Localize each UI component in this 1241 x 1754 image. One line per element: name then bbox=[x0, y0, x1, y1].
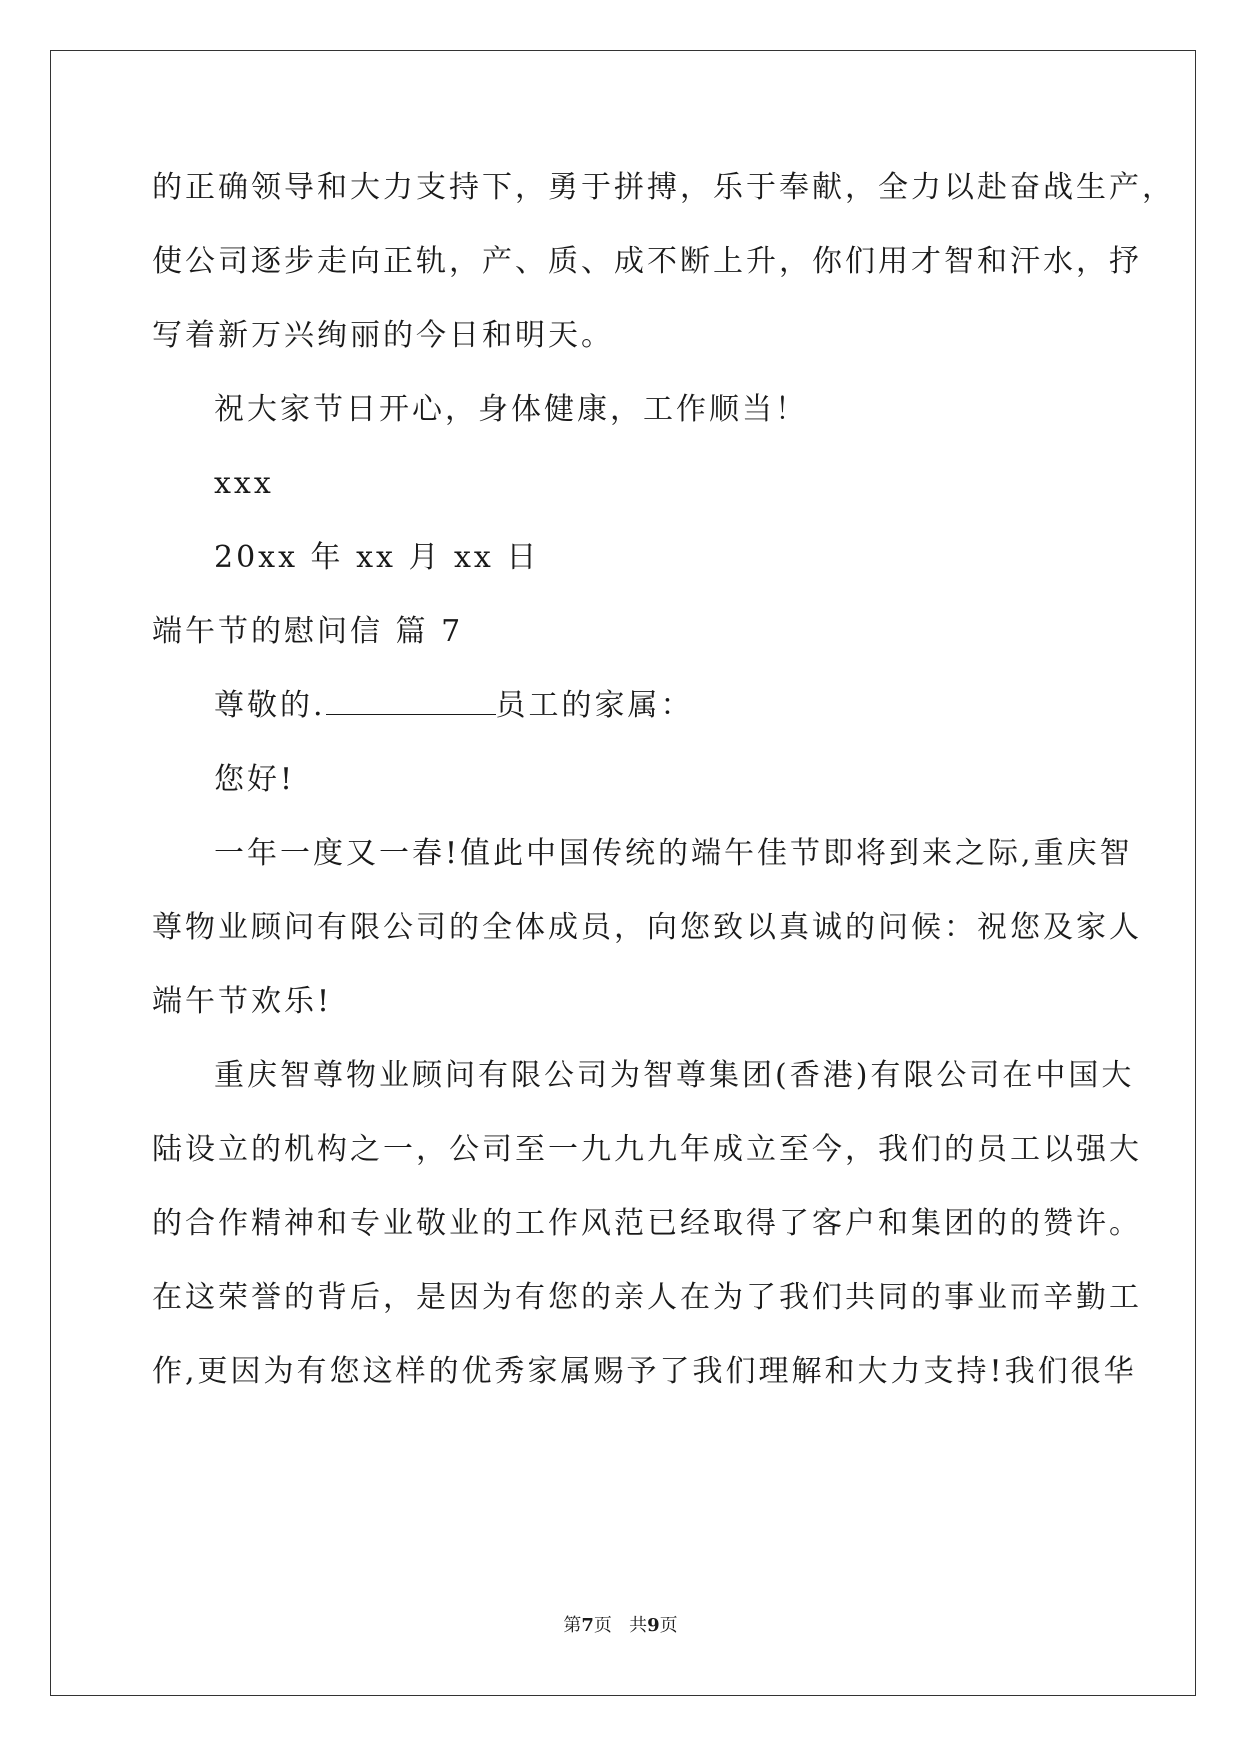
salutation-prefix: 尊敬的. bbox=[214, 688, 326, 723]
paragraph-line: 在这荣誉的背后，是因为有您的亲人在为了我们共同的事业而辛勤工 bbox=[152, 1280, 1142, 1315]
salutation bbox=[214, 686, 694, 726]
paragraph-line: 陆设立的机构之一，公司至一九九九年成立至今，我们的员工以强大 bbox=[152, 1132, 1142, 1167]
greeting: 您好! bbox=[214, 762, 296, 797]
page-suffix: 页 bbox=[593, 1615, 612, 1636]
paragraph-line: 的正确领导和大力支持下，勇于拼搏，乐于奉献，全力以赴奋战生产， bbox=[152, 170, 1175, 205]
page-number: 7 bbox=[581, 1615, 594, 1636]
fill-in-blank bbox=[326, 688, 496, 715]
paragraph-line: 一年一度又一春!值此中国传统的端午佳节即将到来之际,重庆智 bbox=[214, 836, 1133, 871]
page-prefix: 第 bbox=[563, 1615, 582, 1636]
paragraph-line: 使公司逐步走向正轨，产、质、成不断上升，你们用才智和汗水，抒 bbox=[152, 244, 1142, 279]
paragraph-line: 端午节欢乐! bbox=[152, 984, 333, 1019]
paragraph-line: 的合作精神和专业敬业的工作风范已经取得了客户和集团的的赞许。 bbox=[152, 1206, 1142, 1241]
section-title: 端午节的慰问信 篇 7 bbox=[152, 614, 464, 649]
paragraph-line: 写着新万兴绚丽的今日和明天。 bbox=[152, 318, 614, 353]
total-pages: 9 bbox=[647, 1615, 660, 1636]
wishes-line: 祝大家节日开心，身体健康，工作顺当！ bbox=[214, 392, 808, 427]
date-line: 20xx 年 xx 月 xx 日 bbox=[214, 540, 540, 575]
paragraph-line: 作,更因为有您这样的优秀家属赐予了我们理解和大力支持!我们很华 bbox=[152, 1354, 1137, 1389]
total-prefix: 共 bbox=[629, 1615, 648, 1636]
salutation-suffix: 员工的家属： bbox=[495, 688, 694, 723]
paragraph-line: 重庆智尊物业顾问有限公司为智尊集团(香港)有限公司在中国大 bbox=[214, 1058, 1135, 1093]
signature: xxx bbox=[214, 466, 274, 501]
paragraph-line: 尊物业顾问有限公司的全体成员，向您致以真诚的问候：祝您及家人 bbox=[152, 910, 1142, 945]
total-suffix: 页 bbox=[659, 1615, 678, 1636]
page-footer bbox=[0, 1614, 1241, 1638]
